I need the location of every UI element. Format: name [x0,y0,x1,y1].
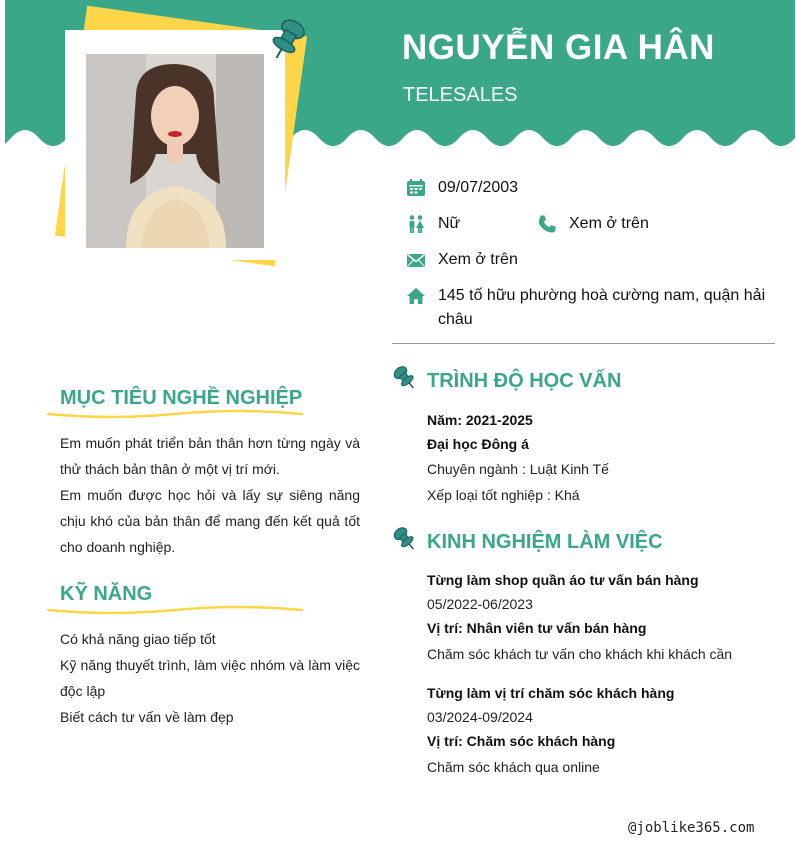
mail-icon [406,250,426,270]
skills-underline [46,604,304,616]
objective-underline [46,408,304,420]
skill-item: Có khả năng giao tiếp tốt [60,631,216,647]
job-position: Vị trí: Chăm sóc khách hàng [427,733,616,749]
experience-job [427,568,777,668]
skill-item: Kỹ năng thuyết trình, làm việc nhóm và làm việc độc lập [60,657,360,699]
skills-list [60,626,360,730]
education-major: Chuyên ngành : Luật Kinh Tế [427,461,609,477]
candidate-name: NGUYỄN GIA HÂN [402,28,715,67]
pushpin-icon [392,364,418,392]
email-value: Xem ở trên [438,251,518,268]
phone-row [537,212,649,236]
objective-text [60,430,360,560]
objective-paragraph: Em muốn phát triển bản thân hơn từng ngày và thử thách bản thân ở một vị trí mới. [60,435,360,477]
gender-icon [406,214,426,234]
job-description: Chăm sóc khách qua online [427,759,600,775]
job-description: Chăm sóc khách tư vấn cho khách khi khách cần [427,646,733,662]
gender-row [406,212,460,236]
calendar-icon [406,178,426,198]
education-grade: Xếp loại tốt nghiệp : Khá [427,487,580,503]
education-school: Đại học Đông á [427,436,529,452]
experience-title: KINH NGHIỆM LÀM VIỆC [427,531,663,553]
experience-job [427,681,777,781]
job-period: 03/2024-09/2024 [427,709,533,725]
profile-photo [86,54,264,248]
education-year: Năm: 2021-2025 [427,412,533,428]
home-icon [406,286,426,306]
footer-watermark: @joblike365.com [628,820,755,836]
job-period: 05/2022-06/2023 [427,596,533,612]
job-position: Vị trí: Nhân viên tư vấn bán hàng [427,620,647,636]
pushpin-icon [392,525,418,553]
birthday-row [406,176,518,200]
objective-paragraph: Em muốn được học hỏi và lấy sự siêng năng chịu khó của bản thân để mang đến kết quả tốt cho doanh nghiệp. [60,487,360,555]
skill-item: Biết cách tư vấn về làm đẹp [60,709,234,725]
birthday-value: 09/07/2003 [438,179,519,196]
gender-value: Nữ [438,215,461,232]
pushpin-icon [266,14,310,62]
email-row [406,248,518,272]
candidate-role: TELESALES [403,84,518,106]
address-row [406,284,776,332]
address-value: 145 tố hữu phường hoà cường nam, quận hải châu [438,287,766,328]
education-title: TRÌNH ĐỘ HỌC VẤN [427,370,622,392]
objective-title: MỤC TIÊU NGHỀ NGHIỆP [60,387,303,409]
job-company: Từng làm vị trí chăm sóc khách hàng [427,685,675,701]
skills-title: KỸ NĂNG [60,583,153,605]
phone-icon [537,214,557,234]
phone-value: Xem ở trên [569,215,649,232]
education-details [427,408,777,508]
job-company: Từng làm shop quần áo tư vấn bán hàng [427,572,699,588]
section-divider [392,343,775,344]
